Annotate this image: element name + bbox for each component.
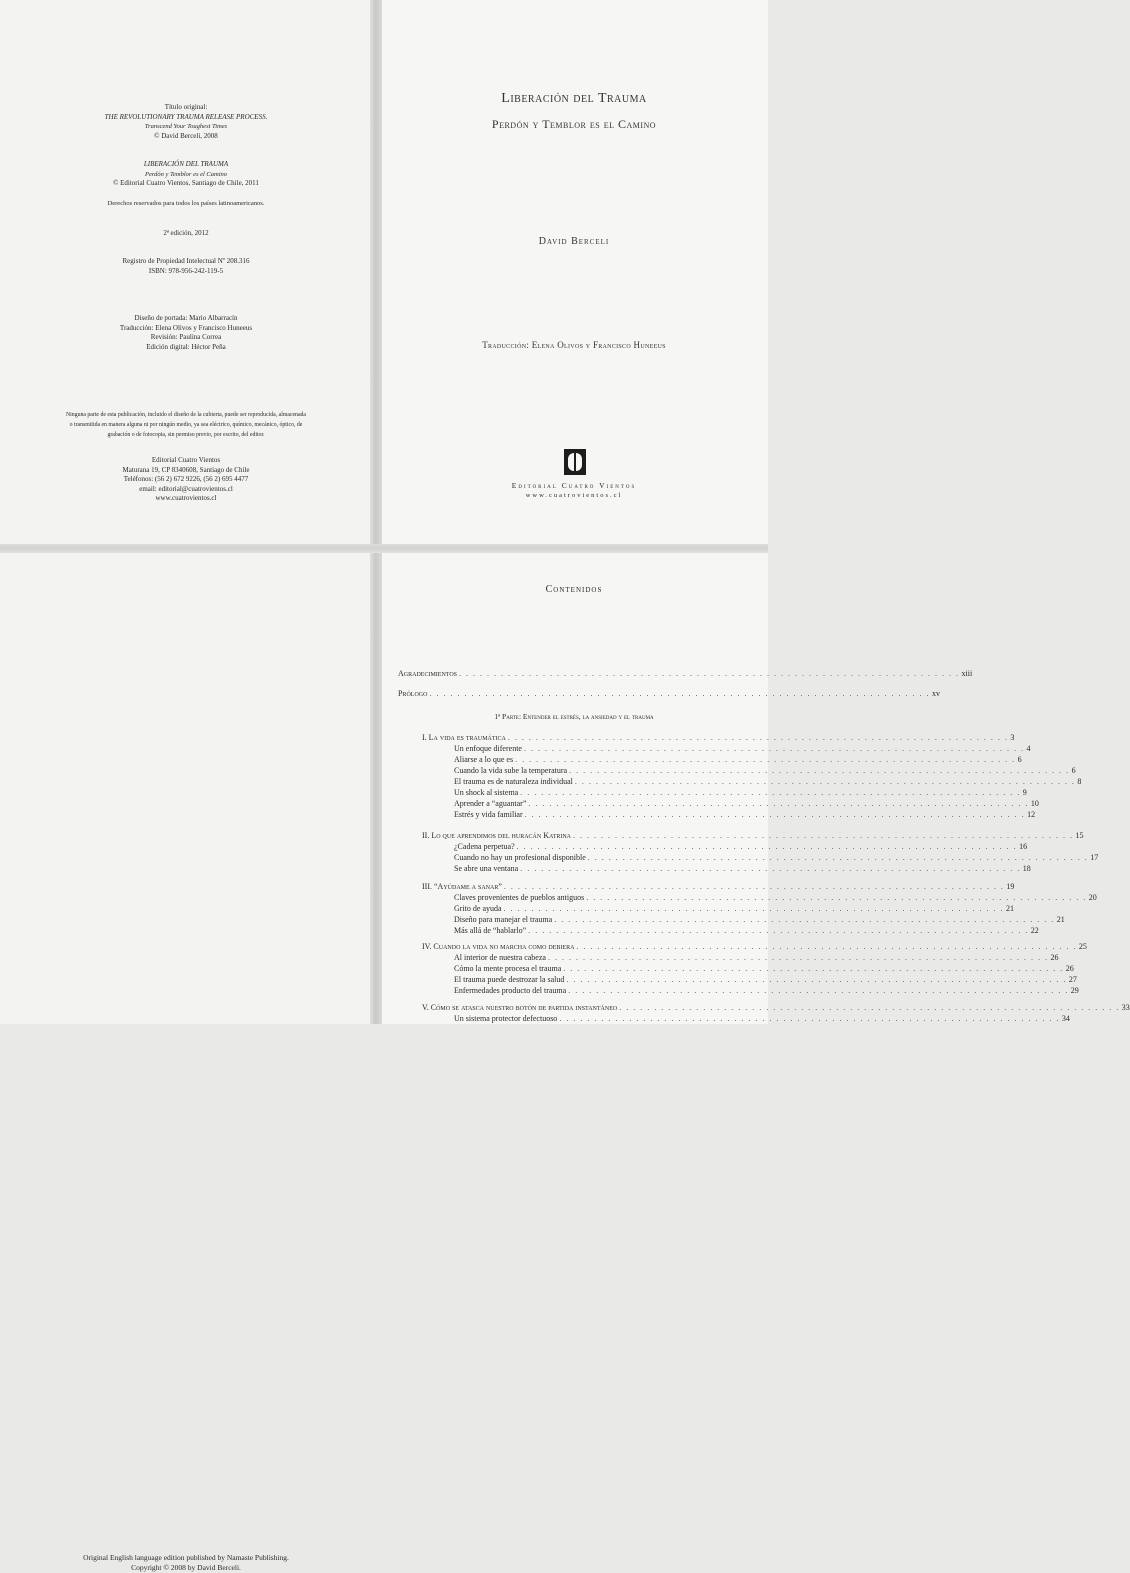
toc-entry-page: 12 — [1027, 810, 1036, 819]
toc-entry-page: 33 — [1121, 1003, 1130, 1012]
original-copyright: © David Berceli, 2008 — [154, 131, 218, 140]
toc-leader-dots: . . . . . . . . . . . . . . . . . . . . . . . . . . . . . . . . . . . . . . . . . . . . . . . . . . . . . . . . . . . . . . . . . . . . . . . . — [528, 926, 1029, 935]
toc-entry-label: V. Cómo se atasca nuestro botón de partida instantáneo — [422, 1003, 618, 1012]
toc-entry-label: ¿Cadena perpetua? — [454, 842, 515, 851]
toc-entry-page: 16 — [1019, 842, 1028, 851]
toc-leader-dots: . . . . . . . . . . . . . . . . . . . . . . . . . . . . . . . . . . . . . . . . . . . . . . . . . . . . . . . . . . . . . . . . . . . . . . . . — [528, 799, 1029, 808]
toc-leader-dots: . . . . . . . . . . . . . . . . . . . . . . . . . . . . . . . . . . . . . . . . . . . . . . . . . . . . . . . . . . . . . . . . . . . . . . . . — [568, 986, 1069, 995]
toc-entry-label: Grito de ayuda — [454, 904, 502, 913]
toc-section-entry — [380, 743, 1031, 754]
toc-entry-label: Al interior de nuestra cabeza — [454, 953, 546, 962]
toc-leader-dots: . . . . . . . . . . . . . . . . . . . . . . . . . . . . . . . . . . . . . . . . . . . . . . . . . . . . . . . . . . . . . . . . . . . . . . . . — [619, 1003, 1120, 1012]
toc-leader-dots: . . . . . . . . . . . . . . . . . . . . . . . . . . . . . . . . . . . . . . . . . . . . . . . . . . . . . . . . . . . . . . . . . . . . . . . . — [569, 766, 1070, 775]
toc-section-entry — [380, 863, 1031, 874]
toc-entry-label: El trauma es de naturaleza individual — [454, 777, 573, 786]
toc-chapter-entry — [380, 941, 1087, 952]
toc-entry-page: 22 — [1030, 926, 1039, 935]
translators-line: Traducción: Elena Olivos y Francisco Huneeus — [482, 340, 666, 350]
original-title-block — [0, 103, 372, 141]
legal-line-1: Ninguna parte de esta publicación, incluido el diseño de la cubierta, puede ser reproducida, almacenada — [66, 412, 306, 418]
toc-leader-dots: . . . . . . . . . . . . . . . . . . . . . . . . . . . . . . . . . . . . . . . . . . . . . . . . . . . . . . . . . . . . . . . . . . . . . . . . — [507, 733, 1009, 742]
cover-design-line: Diseño de portada: Mario Albarracín — [134, 314, 238, 322]
toc-leader-dots: . . . . . . . . . . . . . . . . . . . . . . . . . . . . . . . . . . . . . . . . . . . . . . . . . . . . . . . . . . . . . . . . . . . . . . . . — [516, 842, 1018, 851]
publisher-name: Editorial Cuatro Vientos — [151, 456, 221, 464]
toc-entry-label: I. La vida es traumática — [422, 733, 506, 742]
toc-entry-page: 19 — [1006, 882, 1015, 891]
publisher-web: www.cuatrovientos.cl — [155, 494, 217, 502]
toc-entry-label: Prólogo — [398, 689, 428, 698]
toc-section-entry — [380, 974, 1077, 985]
toc-entry-label: Aliarse a lo que es — [454, 755, 514, 764]
publisher-website: www.cuatrovientos.cl — [525, 492, 623, 499]
toc-leader-dots: . . . . . . . . . . . . . . . . . . . . . . . . . . . . . . . . . . . . . . . . . . . . . . . . . . . . . . . . . . . . . . . . . . . . . . . . — [515, 755, 1016, 764]
toc-section-entry — [380, 892, 1097, 903]
toc-entry-label: Enfermedades producto del trauma — [454, 986, 567, 995]
toc-entry-page: 18 — [1022, 864, 1031, 873]
toc-leader-dots: . . . . . . . . . . . . . . . . . . . . . . . . . . . . . . . . . . . . . . . . . . . . . . . . . . . . . . . . . . . . . . . . . . . . . . . . — [520, 864, 1021, 873]
toc-entry-label: Claves provenientes de pueblos antiguos — [454, 893, 585, 902]
spanish-subtitle: Perdón y Temblor es el Camino — [144, 170, 228, 178]
copyright-page — [0, 0, 372, 545]
book-title: Liberación del Trauma — [501, 91, 647, 106]
toc-entry-label: Cuando la vida sube la temperatura — [454, 766, 568, 775]
toc-front-entry — [380, 668, 973, 679]
toc-section-entry — [380, 776, 1082, 787]
publisher-phones: Teléfonos: (56 2) 672 9226, (56 2) 695 4477 — [123, 475, 249, 483]
toc-entry-label: Un enfoque diferente — [454, 744, 522, 753]
original-edition-line-1: Original English language edition published by Namaste Publishing. — [83, 1553, 289, 1562]
toc-chapter-entry — [380, 830, 1084, 841]
cuatro-vientos-logo-icon — [564, 449, 586, 475]
toc-entry-label: IV. Cuando la vida no marcha como debiera — [422, 942, 575, 951]
toc-entry-page: 4 — [1026, 744, 1031, 753]
toc-entry-page: xiii — [961, 669, 973, 678]
toc-entry-page: 9 — [1022, 788, 1027, 797]
digital-edition-line: Edición digital: Héctor Peña — [146, 342, 226, 351]
toc-section-entry — [380, 787, 1027, 798]
toc-leader-dots: . . . . . . . . . . . . . . . . . . . . . . . . . . . . . . . . . . . . . . . . . . . . . . . . . . . . . . . . . . . . . . . . . . . . . . . . — [520, 788, 1021, 797]
toc-section-entry — [380, 809, 1036, 820]
toc-entry-page: 6 — [1017, 755, 1022, 764]
toc-entry-page: 21 — [1006, 904, 1015, 913]
toc-entry-label: El trauma puede destrozar la salud — [454, 975, 565, 984]
toc-leader-dots: . . . . . . . . . . . . . . . . . . . . . . . . . . . . . . . . . . . . . . . . . . . . . . . . . . . . . . . . . . . . . . . . . . . . . . . . — [576, 942, 1077, 951]
toc-entry-page: 6 — [1071, 766, 1076, 775]
toc-section-entry — [380, 925, 1039, 936]
toc-entry-label: Aprender a “aguantar” — [454, 799, 527, 808]
toc-section-entry — [380, 852, 1099, 863]
spanish-title: LIBERACIÓN DEL TRAUMA — [143, 160, 229, 168]
part-heading: 1ª Parte: Entender el estrés, la ansiedad y el trauma — [494, 712, 654, 721]
toc-entry-page: 29 — [1070, 986, 1079, 995]
toc-entry-label: Más allá de “hablarlo” — [454, 926, 527, 935]
legal-line-3: grabación o de fotocopia, sin permiso previo, por escrito, del editor. — [107, 432, 265, 438]
toc-entry-label: Un sistema protector defectuoso — [454, 1014, 558, 1023]
toc-leader-dots: . . . . . . . . . . . . . . . . . . . . . . . . . . . . . . . . . . . . . . . . . . . . . . . . . . . . . . . . . . . . . . . . . . . . . . . . — [586, 893, 1087, 902]
toc-entry-label: Se abre una ventana — [454, 864, 519, 873]
toc-entry-page: xv — [931, 689, 940, 698]
publisher-email: email: editorial@cuatrovientos.cl — [139, 484, 233, 493]
toc-entry-page: 20 — [1088, 893, 1097, 902]
toc-leader-dots: . . . . . . . . . . . . . . . . . . . . . . . . . . . . . . . . . . . . . . . . . . . . . . . . . . . . . . . . . . . . . . . . . . . . . . . . — [459, 669, 960, 678]
original-title-label: Título original: — [164, 103, 208, 111]
toc-entry-page: 34 — [1061, 1014, 1070, 1023]
toc-front-entry — [380, 688, 940, 699]
toc-entry-page: 17 — [1090, 853, 1099, 862]
rights-text — [0, 199, 372, 209]
credits-block — [0, 314, 372, 352]
toc-entry-page: 26 — [1050, 953, 1059, 962]
toc-heading: Contenidos — [545, 584, 603, 595]
toc-chapter-entry — [380, 881, 1015, 892]
toc-entry-page: 26 — [1065, 964, 1074, 973]
toc-section-entry — [380, 1013, 1070, 1024]
toc-leader-dots: . . . . . . . . . . . . . . . . . . . . . . . . . . . . . . . . . . . . . . . . . . . . . . . . . . . . . . . . . . . . . . . . . . . . . . . . — [566, 975, 1067, 984]
blank-page — [0, 552, 372, 1572]
toc-chapter-entry — [380, 1002, 1130, 1013]
registry-line: Registro de Propiedad Intelectual Nº 208.316 — [122, 257, 250, 265]
toc-entry-page: 10 — [1030, 799, 1039, 808]
toc-entry-page: 3 — [1010, 733, 1015, 742]
original-edition-line-2: Copyright © 2008 by David Berceli. — [131, 1563, 241, 1572]
toc-section-entry — [380, 985, 1079, 996]
publisher-contact-block — [0, 456, 372, 504]
editorial-copyright: © Editorial Cuatro Vientos, Santiago de Chile, 2011 — [113, 179, 259, 187]
toc-section-entry — [380, 903, 1015, 914]
toc-leader-dots: . . . . . . . . . . . . . . . . . . . . . . . . . . . . . . . . . . . . . . . . . . . . . . . . . . . . . . . . . . . . . . . . . . . . . . . . — [559, 1014, 1060, 1023]
edition-text — [0, 229, 372, 239]
toc-leader-dots: . . . . . . . . . . . . . . . . . . . . . . . . . . . . . . . . . . . . . . . . . . . . . . . . . . . . . . . . . . . . . . . . . . . . . . . . — [503, 882, 1005, 891]
toc-entry-label: Cómo la mente procesa el trauma — [454, 964, 562, 973]
book-subtitle: Perdón y Temblor es el Camino — [491, 117, 657, 131]
registry-block — [0, 257, 372, 276]
toc-section-entry — [380, 841, 1028, 852]
toc-entry-page: 8 — [1077, 777, 1082, 786]
toc-entry-label: III. “Ayúdame a sanar” — [422, 882, 502, 891]
legal-line-2: o transmitida en manera alguna ni por ningún medio, ya sea eléctrico, químico, mecánico, óptico, de — [69, 422, 303, 428]
publisher-address: Maturana 19, CP 8340608, Santiago de Chile — [122, 465, 250, 474]
toc-leader-dots: . . . . . . . . . . . . . . . . . . . . . . . . . . . . . . . . . . . . . . . . . . . . . . . . . . . . . . . . . . . . . . . . . . . . . . . . — [547, 953, 1049, 962]
toc-entry-page: 15 — [1075, 831, 1084, 840]
toc-entry-label: II. Lo que aprendimos del huracán Katrina — [422, 831, 571, 840]
toc-leader-dots: . . . . . . . . . . . . . . . . . . . . . . . . . . . . . . . . . . . . . . . . . . . . . . . . . . . . . . . . . . . . . . . . . . . . . . . . — [503, 904, 1005, 913]
toc-chapter-entry — [380, 732, 1015, 743]
revision-line: Revisión: Paulina Correa — [150, 333, 222, 341]
original-edition-note — [0, 1553, 372, 1573]
toc-section-entry — [380, 754, 1022, 765]
toc-section-entry — [380, 914, 1065, 925]
toc-entry-label: Un shock al sistema — [454, 788, 519, 797]
toc-entry-page: 21 — [1056, 915, 1065, 924]
toc-entry-label: Agradecimientos — [398, 669, 458, 678]
title-page — [380, 0, 768, 545]
toc-section-entry — [380, 798, 1039, 809]
page-separator — [0, 544, 768, 553]
toc-entry-page: 25 — [1078, 942, 1087, 951]
publisher-name: Editorial Cuatro Vientos — [511, 481, 637, 490]
author-name: David Berceli — [538, 236, 610, 247]
spanish-edition-block — [0, 160, 372, 189]
original-title: THE REVOLUTIONARY TRAUMA RELEASE PROCESS. — [104, 112, 268, 121]
toc-section-entry — [380, 963, 1074, 974]
toc-section-entry — [380, 765, 1076, 776]
original-subtitle: Transcend Your Toughest Times — [144, 123, 228, 130]
toc-entry-label: Cuando no hay un profesional disponible — [454, 853, 586, 862]
edition-line: 2ª edición, 2012 — [163, 229, 209, 237]
toc-leader-dots: . . . . . . . . . . . . . . . . . . . . . . . . . . . . . . . . . . . . . . . . . . . . . . . . . . . . . . . . . . . . . . . . . . . . . . . . — [523, 744, 1025, 753]
toc-leader-dots: . . . . . . . . . . . . . . . . . . . . . . . . . . . . . . . . . . . . . . . . . . . . . . . . . . . . . . . . . . . . . . . . . . . . . . . . — [587, 853, 1089, 862]
toc-section-entry — [380, 952, 1059, 963]
book-gutter — [370, 0, 382, 1024]
toc-page — [380, 552, 1130, 1024]
toc-entry-page: 27 — [1068, 975, 1077, 984]
toc-leader-dots: . . . . . . . . . . . . . . . . . . . . . . . . . . . . . . . . . . . . . . . . . . . . . . . . . . . . . . . . . . . . . . . . . . . . . . . . — [554, 915, 1055, 924]
toc-entry-label: Estrés y vida familiar — [454, 810, 523, 819]
toc-leader-dots: . . . . . . . . . . . . . . . . . . . . . . . . . . . . . . . . . . . . . . . . . . . . . . . . . . . . . . . . . . . . . . . . . . . . . . . . — [573, 831, 1074, 840]
rights-line: Derechos reservados para todos los países latinoamericanos. — [107, 200, 265, 207]
toc-leader-dots: . . . . . . . . . . . . . . . . . . . . . . . . . . . . . . . . . . . . . . . . . . . . . . . . . . . . . . . . . . . . . . . . . . . . . . . . — [574, 777, 1076, 786]
toc-leader-dots: . . . . . . . . . . . . . . . . . . . . . . . . . . . . . . . . . . . . . . . . . . . . . . . . . . . . . . . . . . . . . . . . . . . . . . . . — [524, 810, 1026, 819]
isbn-line: ISBN: 978-956-242-119-5 — [148, 266, 224, 275]
toc-leader-dots: . . . . . . . . . . . . . . . . . . . . . . . . . . . . . . . . . . . . . . . . . . . . . . . . . . . . . . . . . . . . . . . . . . . . . . . . — [563, 964, 1064, 973]
toc-leader-dots: . . . . . . . . . . . . . . . . . . . . . . . . . . . . . . . . . . . . . . . . . . . . . . . . . . . . . . . . . . . . . . . . . . . . . . . . — [429, 689, 930, 698]
translation-line: Traducción: Elena Olivos y Francisco Huneeus — [119, 323, 253, 332]
legal-notice — [0, 410, 372, 440]
toc-entry-label: Diseño para manejar el trauma — [454, 915, 553, 924]
